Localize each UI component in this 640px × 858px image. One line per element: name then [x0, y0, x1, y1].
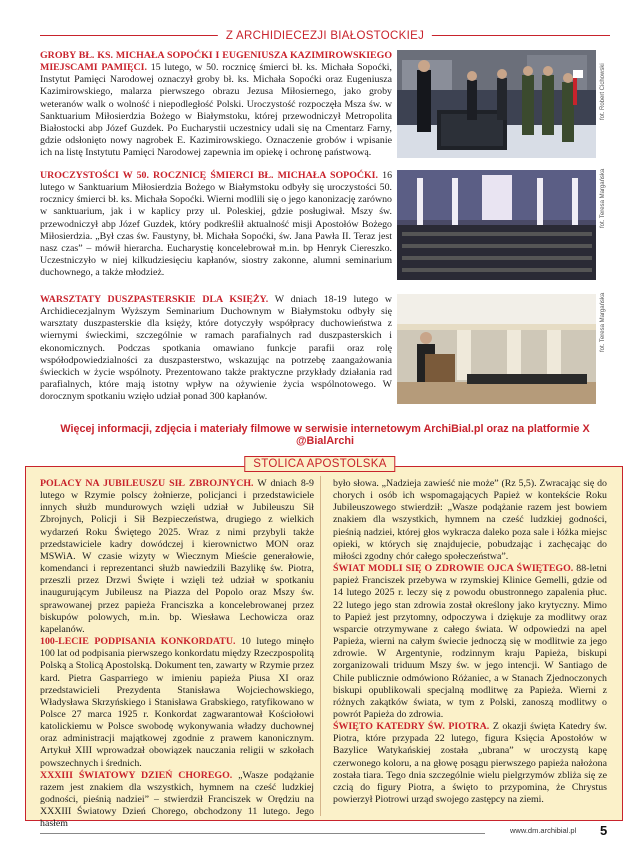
- article-title: WARSZTATY DUSZPASTERSKIE DLA KSIĘŻY.: [40, 294, 269, 305]
- stolica-right-column: [333, 478, 607, 806]
- seminary-photo-image: [397, 294, 596, 404]
- news-body: 88-letni papież Franciszek przebywa w rzymskiej Klinice Gemelli, gdzie od 14 lutego 2025 r. leczy się z powodu obustronnego zapalenia płuc. 22 lutego jego stan zdrowia został określony jako krytyczny. Mimo to Papież jest przytomny, odpoczywa i dziękuje za modlitwy oraz wsparcie otrzymywane z całego świata. W odpowiedzi na apel Papieża, wierni na całym świecie jednoczą się w modlitwie za jego zdrowie. W Argentynie, rodzinnym kraju Papieża, biskupi zorganizowali triduum Mszy św. w jego intencji. W Santiago de Chile publicznie odmówiono Różaniec, a w Stanach Zjednoczonych biskupi opublikowali specjalną modlitwę za Papieża. Wierni z różnych zakątków świata, w tym z Polski, zanoszą modlitwy o powrót Papieża do zdrowia.: [333, 563, 608, 720]
- photo-credit: fot. Teresa Margańska: [600, 168, 606, 228]
- news-title: 100-LECIE PODPISANIA KONKORDATU.: [40, 636, 236, 648]
- more-info-link[interactable]: Więcej informacji, zdjęcia i materiały filmowe w serwisie internetowym ArchiBial.pl oraz na platformie X @BialArchi: [60, 423, 590, 447]
- stolica-title: STOLICA APOSTOLSKA: [244, 456, 395, 472]
- photo-cemetery: [397, 50, 596, 158]
- column-divider: [320, 476, 321, 816]
- news-item: [40, 636, 314, 770]
- news-title: POLACY NA JUBILEUSZU SIŁ ZBROJNYCH.: [40, 478, 254, 489]
- news-item: [333, 478, 607, 563]
- news-title: ŚWIAT MODLI SIĘ O ZDROWIE OJCA ŚWIĘTEGO.: [333, 563, 574, 575]
- section-title: Z ARCHIDIECEZJI BIAŁOSTOCKIEJ: [218, 26, 432, 46]
- article-body: W dniach 18-19 lutego w Archidiecezjalnym Wyższym Seminarium Duchownym w Białymstoku odbyły się warsztaty duszpasterskie dla księży, które dotyczyły współpracy duchowieństwa z wiernymi świeckimi, szczególnie w ramach parafialnych rad duszpasterskich i ekonomicznych. Podczas spotkania omawiano funkcje parafii oraz rolę współodpowiedzialności za duszpasterstwo, wskazując na potrzebę zaangażowania świeckich w życie wspólnoty. Prezentowano także praktyczne przykłady działania rad parafialnych, które mają istotny wpływ na ożywienie życia wspólnotowego. W dorocznym spotkaniu wzięło udział ponad 300 kapłanów.: [40, 294, 392, 403]
- article-body: 16 lutego w Sanktuarium Miłosierdzia Bożego w Białymstoku odbyły się uroczystości 50. rocznicy śmierci bł. ks. Michała Sopoćki. Wierni modlili się o jego kanonizację zarówno w sanktuarium, jak i w kaplicy przy ul. Poleskiej, gdzie posługiwał. Mszy św. przewodniczył abp Józef Guzdek, który podkreślił aktualność misji Apostołów Bożego Miłosierdzia. „Był czas św. Faustyny, bł. Michała Sopoćki, św. Jana Pawła II. Teraz jest nasz czas” – mówił hierarcha. Eucharystię koncelebrował m.in. bp Henryk Ciereszko. Uczestniczyło w niej kilkudziesięciu kapłanów, siostry zakonne, alumni seminarium duchownego, a także młodzież.: [40, 170, 392, 279]
- section-header: [40, 26, 610, 46]
- photo-sanctuary: [397, 170, 596, 280]
- article-body: 15 lutego, w 50. rocznicę śmierci bł. ks. Michała Sopoćki, Instytut Pamięci Narodowej oznaczył groby bł. ks. Michała Sopoćki oraz Eugeniusza Kazimirowskiego, malarza pierwszego obrazu Jezusa Miłosiernego, jako groby weteranów walk o wolność i niepodległość Polski. Uroczystość rozpoczęła Msza św. w Sanktuarium Miłosierdzia Bożego w Białymstoku, której przewodniczył Metropolita Białostocki abp Józef Guzdek. Po Eucharystii uczestnicy udali się na Cmentarz Farny, gdzie odsłonięto nowy nagrobek E. Kazimirowskiego. Oznaczenie grobów i wpisanie ich na listę Instytutu Pamięci Narodowej zapewnia im opiekę i ochronę państwową.: [40, 62, 393, 159]
- photo-seminary: [397, 294, 596, 404]
- article-title: GROBY BŁ. KS. MICHAŁA SOPOĆKI I EUGENIUSZA KAZIMIROWSKIEGO MIEJSCAMI PAMIĘCI.: [40, 50, 392, 74]
- news-title: ŚWIĘTO KATEDRY ŚW. PIOTRA.: [333, 721, 490, 733]
- news-body: Z okazji święta Katedry św. Piotra, które przypada 22 lutego, figura Księcia Apostołów w Bazylice Watykańskiej została „ubrana” w uroczystą kapę czerwonego koloru, a na głowę posągu pierwszego papieża nałożona została tiara. Tego dnia szczególnie wielu pielgrzymów zbliża się ze czcią do figury Piotra, a święto to przypomina, że Chrystus powierzył Piotrowi urząd swojego zastępcy na ziemi.: [333, 721, 607, 806]
- news-item: [40, 770, 314, 831]
- cemetery-photo-image: [397, 50, 596, 158]
- news-body: było słowa. „Nadzieja zawieść nie może” (Rz 5,5). Zwracając się do chorych i osób ich wspomagających Papież w kontekście Roku Jubileuszowego stwierdził: „Wasze podążanie razem jest bowiem znakiem dla wszystkich, hymnem na cześć ludzkiej godności, pieśnią nadziei, której głos wykracza daleko poza sale i łóżka miejsc opieki, w których się znajdujecie, pobudzając i zachęcając do miłości zgodny chór całego społeczeństwa”.: [333, 478, 607, 562]
- news-body: W dniach 8-9 lutego w Rzymie polscy żołnierze, policjanci i przedstawiciele innych służb mundurowych wzięli udział w Jubileuszu Sił Zbrojnych, Policji i Sił Bezpieczeństwa, drugiego z wielkich wydarzeń Roku Świętego 2025. Wraz z nimi przybyli także przedstawiciele kadry dowódczej i kierownictwo MON oraz MSWiA. W czasie wizyty w Wiecznym Mieście generałowie, komendanci i reprezentanci służb nawiedzili Bazylikę św. Piotra, przeszli przez Drzwi Święte i wzięli też udział w spotkaniu inaugurującym Jubileusz na Piazza del Popolo oraz Mszy św. sprawowanej przez papieża Franciszka a koncelebrowanej przez biskupów polowych, m.in. bp. Wiesława Lechowicza oraz kapelanów.: [40, 478, 314, 635]
- stolica-left-column: [40, 478, 314, 831]
- footer-rule: [40, 833, 485, 834]
- page-footer: [0, 823, 640, 846]
- news-body: „Wasze podążanie razem jest znakiem dla wszystkich, hymnem na cześć ludzkiej godności, pieśnią nadziei” – stwierdził Franciszek w Orędziu na XXXIII Światowy Dzień Chorego, obchodzony 11 lutego. Jego hasłem: [40, 769, 314, 830]
- photo-credit: fot. Teresa Margańska: [600, 292, 606, 352]
- news-item: [40, 478, 314, 636]
- news-item: [333, 721, 607, 806]
- article-uroczystosci: [40, 170, 392, 279]
- footer-url[interactable]: www.dm.archibial.pl: [510, 826, 577, 835]
- article-warsztaty: [40, 294, 392, 403]
- page-number: 5: [600, 823, 608, 838]
- news-title: XXXIII ŚWIATOWY DZIEŃ CHOREGO.: [40, 769, 233, 781]
- sanctuary-photo-image: [397, 170, 596, 280]
- article-title: UROCZYSTOŚCI W 50. ROCZNICĘ ŚMIERCI BŁ. MICHAŁA SOPOĆKI.: [40, 170, 378, 181]
- photo-credit: fot. Robert Cichowski: [600, 63, 606, 120]
- article-groby: [40, 50, 392, 159]
- news-body: 10 lutego minęło 100 lat od podpisania pierwszego konkordatu między Rzeczpospolitą Polską a Stolicą Apostolską. Dokument ten, zawarty w Rzymie przez kard. Pietra Gasparriego w imieniu papieża Piusa XI oraz przedstawicieli Prezydenta Stanisława Wojciechowskiego, Władysława Skrzyńskiego i Stanisława Grabskiego, ratyfikowano w Polsce 27 marca 1925 r. Konkordat zagwarantował Kościołowi katolickiemu w Polsce swobodę wykonywania władzy duchownej oraz administracji majątkowej zgodnie z prawem kanonicznym. Artykuł XIII wprowadzał obowiązek nauczania religii w szkołach powszechnych i średnich.: [40, 636, 314, 769]
- news-item: [333, 563, 607, 721]
